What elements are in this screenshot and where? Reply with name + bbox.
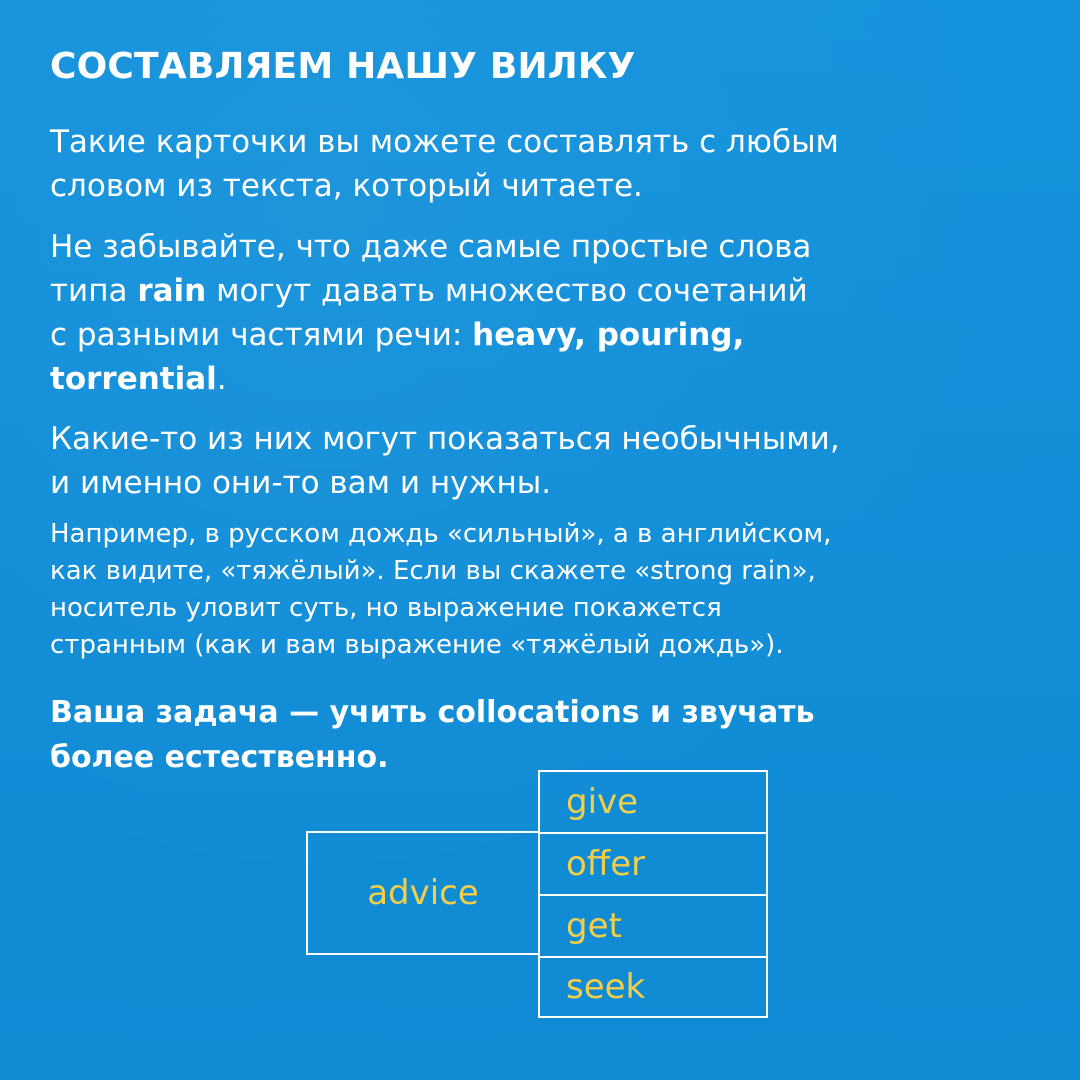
paragraph-example-note	[50, 516, 831, 664]
fork-main-word: advice	[306, 831, 540, 955]
text-line	[50, 357, 811, 401]
paragraph-rain-example	[50, 225, 811, 401]
keyword-torrential: torrential	[50, 361, 217, 397]
text-line: как видите, «тяжёлый». Если вы скажете «strong rain»,	[50, 556, 816, 586]
text-line: Какие-то из них могут показаться необычными,	[50, 421, 840, 457]
paragraph-task	[50, 690, 815, 780]
text-fragment: с разными частями речи:	[50, 317, 473, 353]
keyword-rain: rain	[137, 273, 207, 309]
text-fragment: .	[216, 361, 227, 397]
fork-collocation: offer	[538, 832, 768, 896]
text-line: словом из текста, который читаете.	[50, 168, 643, 204]
text-line	[50, 269, 811, 313]
text-line: более естественно.	[50, 740, 389, 775]
text-line: Например, в русском дождь «сильный», а в английском,	[50, 519, 832, 549]
text-line	[50, 313, 811, 357]
text-line: Не забывайте, что даже самые простые слова	[50, 229, 812, 265]
paragraph-unusual	[50, 417, 840, 505]
text-line: Ваша задача — учить collocations и звучать	[50, 695, 815, 730]
slide-title: СОСТАВЛЯЕМ НАШУ ВИЛКУ	[50, 46, 636, 87]
text-line: носитель уловит суть, но выражение покажется	[50, 593, 722, 623]
text-line: странным (как и вам выражение «тяжёлый дождь»).	[50, 630, 784, 660]
fork-collocation: get	[538, 894, 768, 958]
fork-collocation: seek	[538, 956, 768, 1018]
fork-collocation: give	[538, 770, 768, 834]
text-line: Такие карточки вы можете составлять с любым	[50, 124, 839, 160]
collocation-fork	[306, 770, 768, 1018]
text-line: и именно они-то вам и нужны.	[50, 465, 552, 501]
paragraph-intro	[50, 120, 839, 208]
text-fragment: типа	[50, 273, 138, 309]
text-fragment: могут давать множество сочетаний	[206, 273, 808, 309]
keyword-adjectives: heavy, pouring,	[472, 317, 745, 353]
